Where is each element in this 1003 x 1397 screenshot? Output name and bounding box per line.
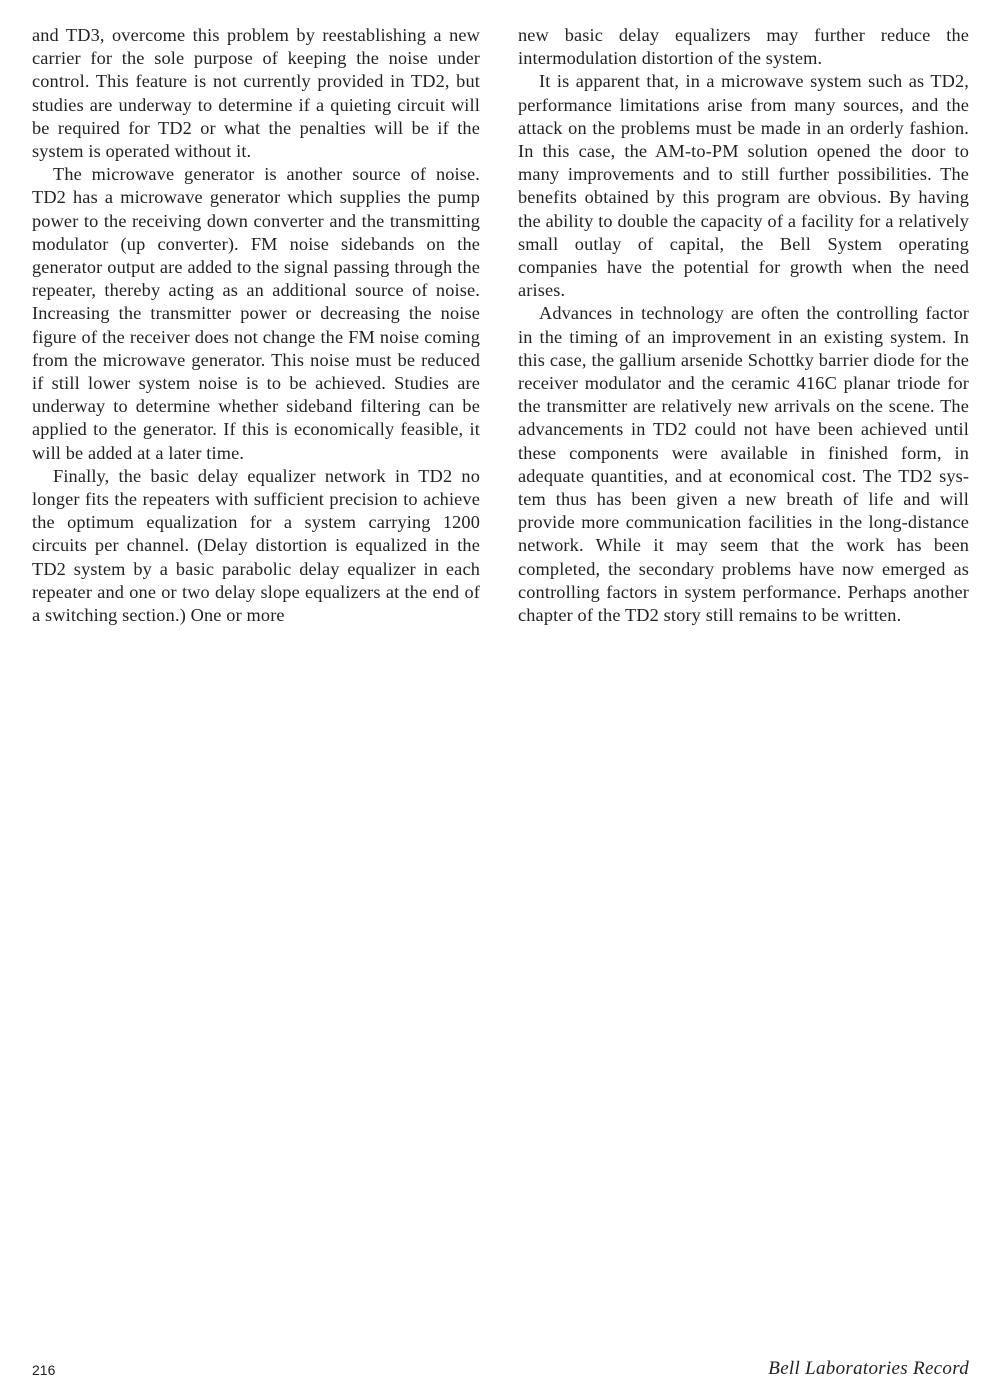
paragraph-delay-equalizer: Finally, the basic delay equalizer network in TD2 no longer fits the repeaters with sufficient precision to achieve the optimum equalization for a system carrying 1200 circuits per channel. (Delay distortion is equalized in the TD2 system by a basic parabolic delay equalizer in each repeater and one or two delay slope equalizers at the end of a switching section.) One or more: [32, 465, 480, 626]
right-text-column: [518, 24, 969, 627]
paragraph-performance-limitations: It is apparent that, in a microwave system such as TD2, performance limitations arise from many sources, and the attack on the problems must be made in an orderly fashion. In this case, the AM-to-PM solution opened the door to many improvements and to still further possibilities. The benefits obtained by this program are obvious. By having the ability to double the capacity of a facility for a relatively small outlay of capital, the Bell System operating companies have the potential for growth when the need arises.: [518, 71, 969, 301]
page-number: 216: [32, 1362, 56, 1378]
left-text-column: [32, 24, 480, 627]
paragraph-intermodulation: new basic delay equalizers may further reduce the intermodulation distortion of the system.: [518, 25, 969, 69]
journal-title: Bell Laboratories Record: [768, 1358, 969, 1379]
paragraph-quieting-circuit: and TD3, overcome this problem by reestablishing a new carrier for the sole purpose of keeping the noise under control. This feature is not currently provided in TD2, but studies are underway to determine if a quieting circuit will be required for TD2 or what the penalties will be if the system is operated without it.: [32, 25, 480, 162]
paragraph-advances-in-technology: Advances in technology are often the controlling factor in the timing of an improvement in an existing system. In this case, the gallium arsenide Schottky barrier diode for the receiver modulator and the ceramic 416C planar triode for the transmitter are relatively new arrivals on the scene. The advancements in TD2 could not have been achieved until these components were available in finished form, in adequate quantities, and at economical cost. The TD2 system thus has been given a new breath of life and will provide more communication facilities in the long-distance network. While it may seem that the work has been completed, the secondary problems have now emerged as controlling factors in system performance. Perhaps another chapter of the TD2 story still remains to be written.: [518, 303, 969, 626]
paragraph-microwave-generator: The microwave generator is another source of noise. TD2 has a microwave generator which supplies the pump power to the receiving down converter and the transmitting modulator (up converter). FM noise sidebands on the generator output are added to the signal passing through the repeater, thereby acting as an additional source of noise. Increasing the transmitter power or decreasing the noise figure of the receiver does not change the FM noise coming from the microwave generator. This noise must be reduced if still lower system noise is to be achieved. Studies are underway to determine whether sideband filtering can be applied to the generator. If this is economically feasible, it will be added at a later time.: [32, 164, 480, 463]
